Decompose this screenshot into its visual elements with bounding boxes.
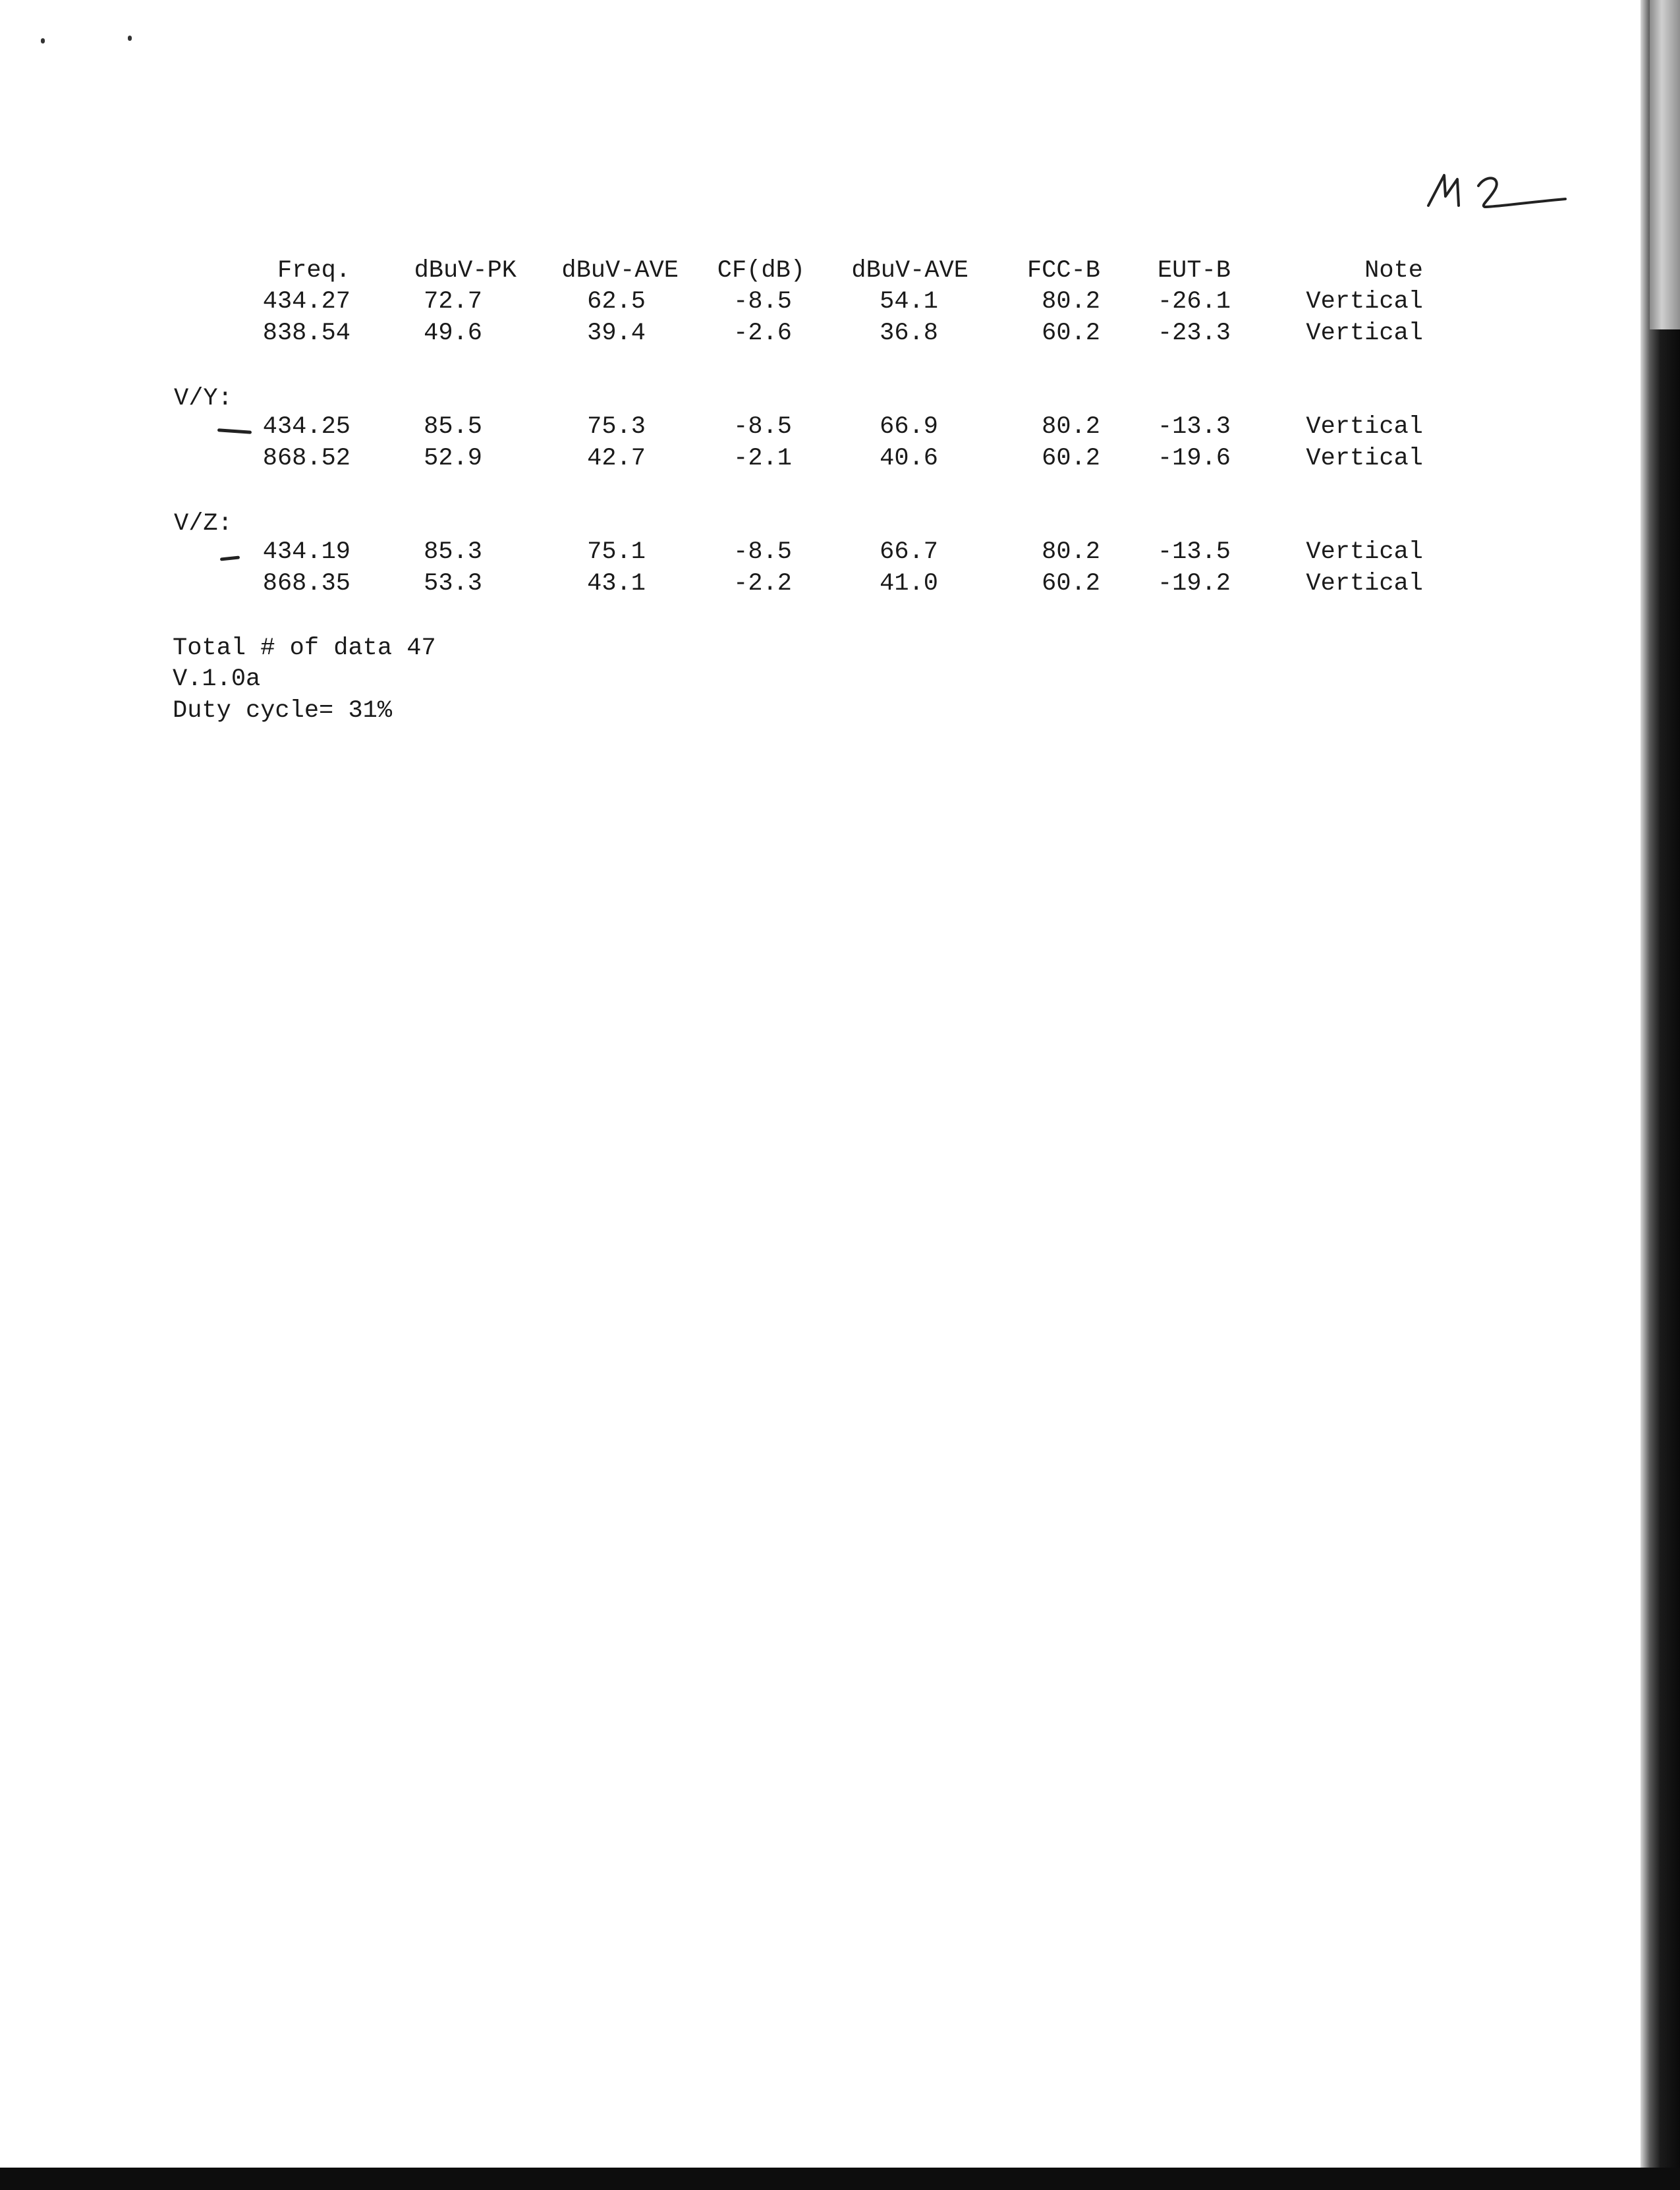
cell-dbuv-ave-corrected: 54.1 — [880, 288, 938, 316]
cell-dbuv-pk: 72.7 — [424, 288, 482, 316]
cell-dbuv-ave-corrected: 66.7 — [880, 538, 938, 566]
cell-dbuv-ave-corrected: 66.9 — [880, 413, 938, 441]
table-row — [0, 317, 1680, 350]
cell-dbuv-pk: 49.6 — [424, 320, 482, 347]
cell-note: Vertical — [1306, 538, 1423, 566]
cell-freq: 868.52 — [262, 445, 350, 472]
cell-dbuv-ave: 39.4 — [587, 320, 646, 347]
cell-eut-b: -13.5 — [1157, 538, 1231, 566]
cell-cf-db: -2.2 — [733, 570, 792, 598]
cell-eut-b: -26.1 — [1157, 288, 1231, 316]
cell-cf-db: -8.5 — [733, 413, 792, 441]
cell-freq: 838.54 — [262, 320, 350, 347]
cell-eut-b: -13.3 — [1157, 413, 1231, 441]
cell-note: Vertical — [1306, 570, 1423, 598]
cell-note: Vertical — [1306, 445, 1423, 472]
cell-eut-b: -19.2 — [1157, 570, 1231, 598]
cell-freq: 868.35 — [262, 570, 350, 598]
duty-cycle-line: Duty cycle= 31% — [173, 697, 393, 725]
cell-fcc-b: 60.2 — [1042, 570, 1100, 598]
section-label-v-z: V/Z: — [174, 510, 233, 538]
header-freq: Freq. — [277, 257, 350, 285]
cell-eut-b: -19.6 — [1157, 445, 1231, 472]
cell-cf-db: -2.6 — [733, 320, 792, 347]
table-row — [0, 285, 1680, 318]
cell-dbuv-pk: 52.9 — [424, 445, 482, 472]
cell-cf-db: -8.5 — [733, 288, 792, 316]
cell-freq: 434.19 — [262, 538, 350, 566]
cell-dbuv-ave-corrected: 40.6 — [880, 445, 938, 472]
cell-dbuv-ave: 75.3 — [587, 413, 646, 441]
table-row — [0, 536, 1680, 569]
scan-speck — [128, 36, 132, 41]
header-cf-db: CF(dB) — [717, 257, 805, 285]
cell-dbuv-ave-corrected: 36.8 — [880, 320, 938, 347]
cell-cf-db: -2.1 — [733, 445, 792, 472]
header-dbuv-pk: dBuV-PK — [414, 257, 517, 285]
cell-fcc-b: 80.2 — [1042, 538, 1100, 566]
header-dbuv-ave-corrected: dBuV-AVE — [851, 257, 968, 285]
cell-dbuv-ave: 62.5 — [587, 288, 646, 316]
cell-dbuv-ave: 75.1 — [587, 538, 646, 566]
cell-fcc-b: 80.2 — [1042, 288, 1100, 316]
cell-note: Vertical — [1306, 320, 1423, 347]
cell-dbuv-ave: 42.7 — [587, 445, 646, 472]
cell-fcc-b: 80.2 — [1042, 413, 1100, 441]
table-row — [0, 410, 1680, 443]
handwritten-annotation — [1423, 165, 1575, 231]
cell-freq: 434.25 — [262, 413, 350, 441]
version-line: V.1.0a — [173, 665, 261, 693]
total-data-line: Total # of data 47 — [173, 634, 436, 662]
cell-note: Vertical — [1306, 288, 1423, 316]
table-row — [0, 567, 1680, 600]
cell-dbuv-pk: 53.3 — [424, 570, 482, 598]
cell-note: Vertical — [1306, 413, 1423, 441]
header-fcc-b: FCC-B — [1026, 257, 1100, 285]
table-row — [0, 442, 1680, 475]
cell-fcc-b: 60.2 — [1042, 320, 1100, 347]
cell-freq: 434.27 — [262, 288, 350, 316]
cell-fcc-b: 60.2 — [1042, 445, 1100, 472]
scan-edge-bottom — [0, 2168, 1680, 2190]
table-header — [0, 254, 1680, 287]
cell-dbuv-pk: 85.5 — [424, 413, 482, 441]
cell-eut-b: -23.3 — [1157, 320, 1231, 347]
cell-dbuv-pk: 85.3 — [424, 538, 482, 566]
cell-dbuv-ave: 43.1 — [587, 570, 646, 598]
section-label-v-y: V/Y: — [174, 385, 233, 412]
header-eut-b: EUT-B — [1157, 257, 1231, 285]
header-note: Note — [1364, 257, 1423, 285]
cell-cf-db: -8.5 — [733, 538, 792, 566]
scan-speck — [41, 38, 45, 43]
cell-dbuv-ave-corrected: 41.0 — [880, 570, 938, 598]
header-dbuv-ave: dBuV-AVE — [561, 257, 679, 285]
